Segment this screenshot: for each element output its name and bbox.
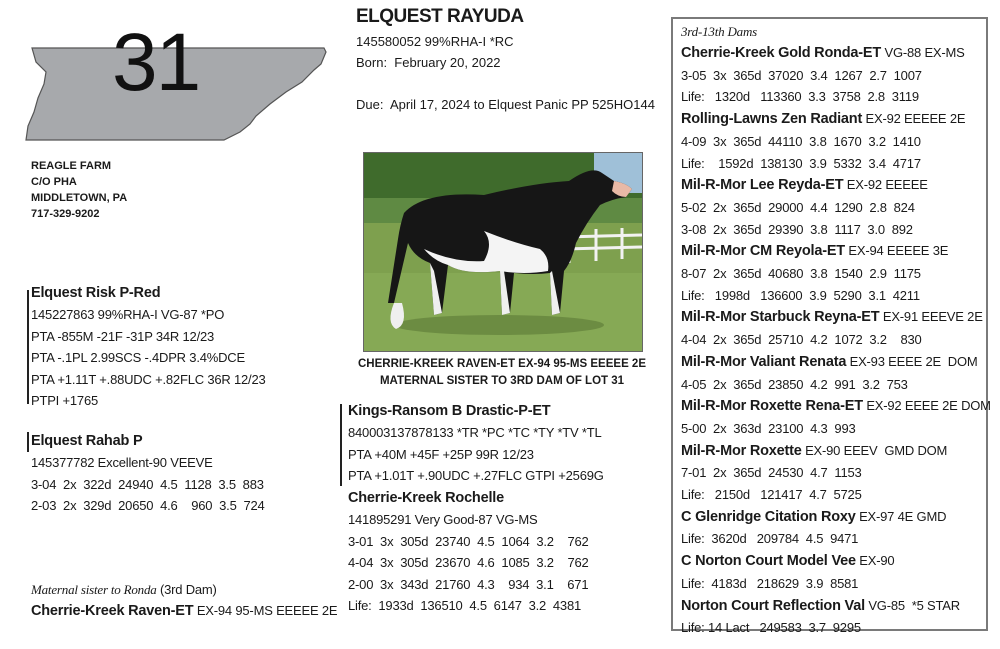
farm-city: MIDDLETOWN, PA: [31, 192, 128, 204]
photo-caption-line1: CHERRIE-KREEK RAVEN-ET EX-94 95-MS EEEEE 2E: [358, 358, 646, 370]
dam-entry-name: [681, 306, 991, 329]
farm-info: [31, 158, 127, 222]
dam-entry-line: 7-01 2x 365d 24530 4.7 1153: [681, 465, 862, 481]
farm-name: REAGLE FARM: [31, 160, 112, 172]
dam-entry-classification: EX-91 EEEVE 2E: [879, 309, 983, 325]
dam-entry-name: [681, 440, 991, 463]
dam-entry-title: Norton Court Reflection Val: [681, 597, 865, 614]
maternal-sister-label-suffix: (3rd Dam): [156, 582, 217, 597]
mgs-line: 840003137878133 *TR *PC *TC *TY *TV *TL: [348, 425, 602, 440]
animal-due-date: Due: April 17, 2024 to Elquest Panic PP 525HO144: [356, 97, 655, 112]
dam-entry-name: [681, 240, 991, 263]
maternal-sister-name: Cherrie-Kreek Raven-ET: [31, 603, 194, 619]
dam-entry-name: [681, 42, 991, 65]
sire-line: PTA -855M -21F -31P 34R 12/23: [31, 328, 215, 344]
dam-block: [31, 430, 265, 517]
cow-photo: [363, 152, 643, 352]
dam-line: 2-03 2x 329d 20650 4.6 960 3.5 724: [31, 498, 265, 513]
dam-entry-line: 8-07 2x 365d 40680 3.8 1540 2.9 1175: [681, 266, 921, 282]
animal-registration: 145580052 99%RHA-I *RC: [356, 34, 514, 49]
dam-entry-line: Life: 3620d 209784 4.5 9471: [681, 531, 859, 547]
dams-list: [681, 22, 991, 639]
dam-entry-title: Mil-R-Mor Starbuck Reyna-ET: [681, 309, 880, 326]
mgs-line: PTA +1.01T +.90UDC +.27FLC GTPI +2569G: [348, 468, 604, 483]
dam-entry-name: [681, 174, 991, 197]
dam-entry-classification: VG-85 *5 STAR: [864, 597, 960, 613]
dam-entry-line: Life: 2150d 121417 4.7 5725: [681, 487, 862, 503]
dam-entry-name: [681, 108, 991, 131]
dam-entry-classification: EX-92 EEEE 2E DOM: [862, 398, 991, 414]
dam-entry-title: Cherrie-Kreek Gold Ronda-ET: [681, 45, 882, 61]
sire-line: PTPI +1765: [31, 393, 99, 408]
dam-entry-line: 4-09 3x 365d 44110 3.8 1670 3.2 1410: [681, 133, 921, 149]
dam-bracket: [27, 432, 29, 452]
dam-entry-name: [681, 506, 991, 529]
mgs-bracket: [340, 404, 342, 486]
mgd-line: Life: 1933d 136510 4.5 6147 3.2 4381: [348, 598, 582, 613]
dam-entry-classification: EX-90: [855, 553, 895, 569]
sire-line: 145227863 99%RHA-I VG-87 *PO: [31, 307, 225, 322]
farm-phone: 717-329-9202: [31, 208, 100, 220]
photo-caption: [352, 356, 652, 390]
mgs-line: PTA +40M +45F +25P 99R 12/23: [348, 446, 534, 462]
dam-entry-title: Mil-R-Mor Lee Reyda-ET: [681, 177, 844, 194]
dam-entry-line: 5-00 2x 363d 23100 4.3 993: [681, 420, 856, 436]
mgd-line: 2-00 3x 343d 21760 4.3 934 3.1 671: [348, 576, 589, 592]
dam-entry-line: 4-04 2x 365d 25710 4.2 1072 3.2 830: [681, 332, 922, 348]
dam-entry-line: Life: 1998d 136600 3.9 5290 3.1 4211: [681, 287, 920, 303]
mgs-block: [348, 400, 604, 487]
photo-caption-line2: MATERNAL SISTER TO 3RD DAM OF LOT 31: [379, 375, 625, 387]
dam-entry-classification: EX-90 EEEV GMD DOM: [801, 442, 948, 458]
mgd-line: 4-04 3x 305d 23670 4.6 1085 3.2 762: [348, 555, 589, 570]
dam-entry-classification: EX-93 EEEE 2E DOM: [846, 353, 978, 369]
dam-entry-line: 5-02 2x 365d 29000 4.4 1290 2.8 824: [681, 199, 915, 215]
dam-entry-title: Rolling-Lawns Zen Radiant: [681, 111, 863, 128]
sire-line: PTA +1.11T +.88UDC +.82FLC 36R 12/23: [31, 371, 266, 387]
sire-line: PTA -.1PL 2.99SCS -.4DPR 3.4%DCE: [31, 350, 245, 365]
animal-birthdate: Born: February 20, 2022: [356, 55, 501, 70]
dam-entry-classification: EX-92 EEEEE: [843, 177, 928, 193]
dam-entry-line: Life: 1320d 113360 3.3 3758 2.8 3119: [681, 89, 919, 105]
sire-name: Elquest Risk P-Red: [31, 285, 161, 301]
sire-bracket: [27, 290, 29, 404]
maternal-sister-label: Maternal sister to Ronda: [31, 582, 157, 597]
dam-entry-classification: EX-92 EEEEE 2E: [862, 111, 966, 127]
mgd-line: 3-01 3x 305d 23740 4.5 1064 3.2 762: [348, 533, 589, 549]
dam-entry-title: C Glenridge Citation Roxy: [681, 508, 856, 525]
dam-entry-title: Mil-R-Mor CM Reyola-ET: [681, 243, 845, 260]
sire-block: [31, 282, 266, 412]
dam-entry-line: Life: 1592d 138130 3.9 5332 3.4 4717: [681, 155, 921, 171]
dam-entry-line: Life: 4183d 218629 3.9 8581: [681, 575, 859, 591]
dam-entry-title: C Norton Court Model Vee: [681, 553, 856, 570]
dam-entry-line: 3-08 2x 365d 29390 3.8 1117 3.0 892: [681, 221, 913, 237]
maternal-sister-classification: EX-94 95-MS EEEEE 2E: [193, 603, 338, 618]
dam-entry-line: Life: 14 Lact 249583 3.7 9295: [681, 620, 861, 636]
cow-photo-drawing: [364, 153, 642, 351]
dam-entry-name: [681, 595, 991, 618]
farm-care-of: C/O PHA: [31, 176, 77, 188]
dam-entry-name: [681, 395, 991, 418]
lot-number: 31: [112, 17, 200, 108]
dam-entry-classification: VG-88 EX-MS: [881, 45, 965, 60]
dam-entry-line: 4-05 2x 365d 23850 4.2 991 3.2 753: [681, 376, 908, 392]
dam-line: 145377782 Excellent-90 VEEVE: [31, 455, 213, 470]
dam-entry-classification: EX-97 4E GMD: [855, 508, 947, 524]
dams-heading: 3rd-13th Dams: [681, 24, 758, 39]
maternal-sister-block: [31, 580, 337, 622]
animal-name: ELQUEST RAYUDA: [356, 6, 524, 27]
mgs-name: Kings-Ransom B Drastic-P-ET: [348, 403, 551, 419]
mgd-line: 141895291 Very Good-87 VG-MS: [348, 512, 538, 527]
dam-entry-title: Mil-R-Mor Valiant Renata: [681, 353, 847, 370]
dam-entry-title: Mil-R-Mor Roxette Rena-ET: [681, 398, 863, 415]
dam-entry-title: Mil-R-Mor Roxette: [681, 442, 802, 459]
dam-line: 3-04 2x 322d 24940 4.5 1128 3.5 883: [31, 476, 264, 492]
dam-entry-name: [681, 351, 991, 374]
dam-entry-name: [681, 550, 991, 573]
dam-name: Elquest Rahab P: [31, 433, 143, 449]
dam-entry-classification: EX-94 EEEEE 3E: [844, 243, 949, 259]
mgd-name: Cherrie-Kreek Rochelle: [348, 490, 504, 506]
mgd-block: [348, 487, 589, 617]
dam-entry-line: 3-05 3x 365d 37020 3.4 1267 2.7 1007: [681, 67, 922, 83]
